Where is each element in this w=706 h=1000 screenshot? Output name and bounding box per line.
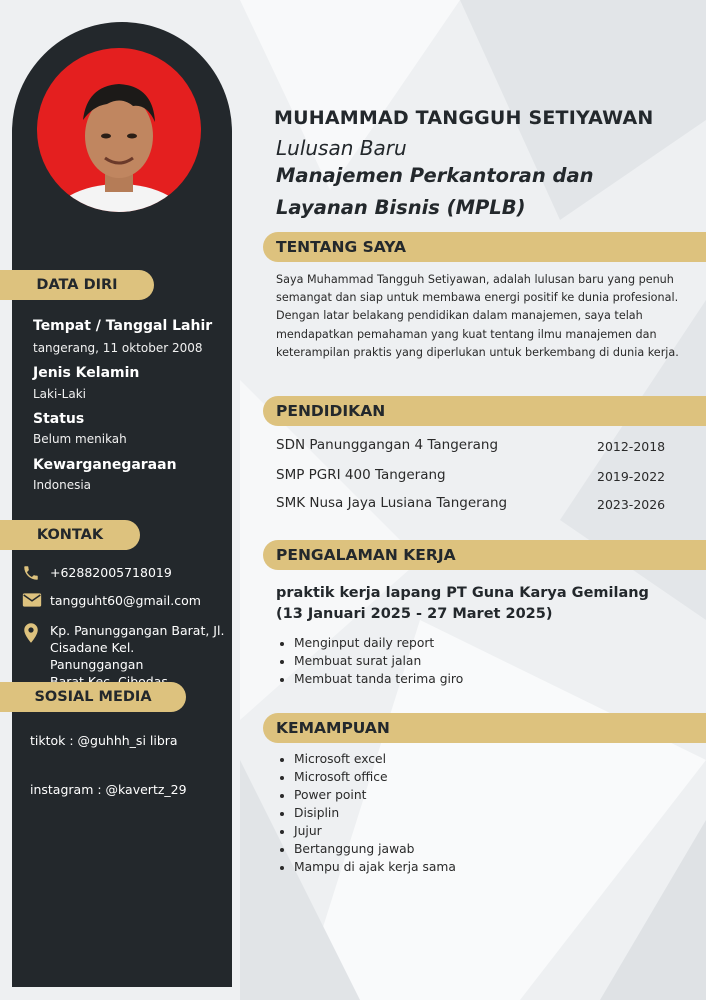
school-years: 2019-2022	[597, 469, 666, 484]
list-item: • Microsoft office	[294, 768, 456, 786]
gender-label: Jenis Kelamin	[33, 365, 140, 381]
birth-label: Tempat / Tanggal Lahir	[33, 318, 213, 334]
sosial-media-heading: SOSIAL MEDIA	[0, 682, 186, 712]
phone-number: +62882005718019	[50, 565, 172, 580]
school-years: 2012-2018	[597, 439, 666, 454]
school-name: SMK Nusa Jaya Lusiana Tangerang	[276, 495, 508, 511]
gender-value: Laki-Laki	[33, 387, 86, 401]
full-name: MUHAMMAD TANGGUH SETIYAWAN	[274, 107, 654, 129]
profile-photo	[37, 48, 201, 212]
list-item: • Bertanggung jawab	[294, 840, 456, 858]
major-title: Manajemen Perkantoran dan Layanan Bisnis (MPLB)	[276, 164, 594, 219]
phone-row[interactable]	[22, 564, 230, 585]
list-item: • Membuat tanda terima giro	[294, 670, 463, 688]
list-item: • Mampu di ajak kerja sama	[294, 858, 456, 876]
email-row[interactable]	[22, 592, 230, 611]
job-title: praktik kerja lapang PT Guna Karya Gemilang (13 Januari 2025 - 27 Maret 2025)	[276, 585, 649, 622]
education-item	[276, 495, 686, 511]
education-item	[276, 467, 686, 483]
instagram-handle[interactable]: instagram : @kavertz_29	[30, 782, 187, 797]
address-text: Kp. Panunggangan Barat, Jl. Cisadane Kel. Panunggangan	[50, 623, 225, 672]
list-item: • Membuat surat jalan	[294, 652, 463, 670]
citizenship-value: Indonesia	[33, 478, 92, 492]
tentang-heading: TENTANG SAYA	[276, 238, 407, 256]
list-item: • Jujur	[294, 822, 456, 840]
data-diri-heading: DATA DIRI	[0, 270, 154, 300]
list-item: • Power point	[294, 786, 456, 804]
list-item: • Disiplin	[294, 804, 456, 822]
skills-list	[276, 750, 456, 876]
phone-icon	[22, 564, 44, 585]
birth-value: tangerang, 11 oktober 2008	[33, 341, 203, 355]
tiktok-handle[interactable]: tiktok : @guhhh_si libra	[30, 733, 178, 748]
subtitle: Lulusan Baru	[276, 136, 407, 160]
school-years: 2023-2026	[597, 497, 666, 512]
list-item: • Microsoft excel	[294, 750, 456, 768]
mail-icon	[22, 592, 44, 611]
about-paragraph: Saya Muhammad Tangguh Setiyawan, adalah lulusan baru yang penuh semangat dan siap untuk membawa energi positif ke dunia profesional. Dengan latar belakang pendidikan dalam manajemen, saya telah mendapatkan pemahaman yang kuat tentang ilmu manajemen dan keterampilan praktis yang diperlukan untuk berkembang di dunia kerja.	[276, 273, 679, 359]
status-value: Belum menikah	[33, 432, 127, 446]
location-pin-icon	[22, 622, 44, 647]
school-name: SMP PGRI 400 Tangerang	[276, 467, 446, 483]
list-item: • Menginput daily report	[294, 634, 463, 652]
status-label: Status	[33, 411, 85, 427]
kontak-heading: KONTAK	[0, 520, 140, 550]
email-address: tangguht60@gmail.com	[50, 593, 201, 608]
pengalaman-heading: PENGALAMAN KERJA	[276, 546, 456, 564]
job-duties-list	[276, 634, 463, 688]
pendidikan-heading: PENDIDIKAN	[276, 402, 386, 420]
citizenship-label: Kewarganegaraan	[33, 457, 177, 473]
kemampuan-heading: KEMAMPUAN	[276, 719, 390, 737]
address-row	[22, 622, 230, 690]
education-item	[276, 437, 686, 453]
school-name: SDN Panunggangan 4 Tangerang	[276, 437, 499, 453]
